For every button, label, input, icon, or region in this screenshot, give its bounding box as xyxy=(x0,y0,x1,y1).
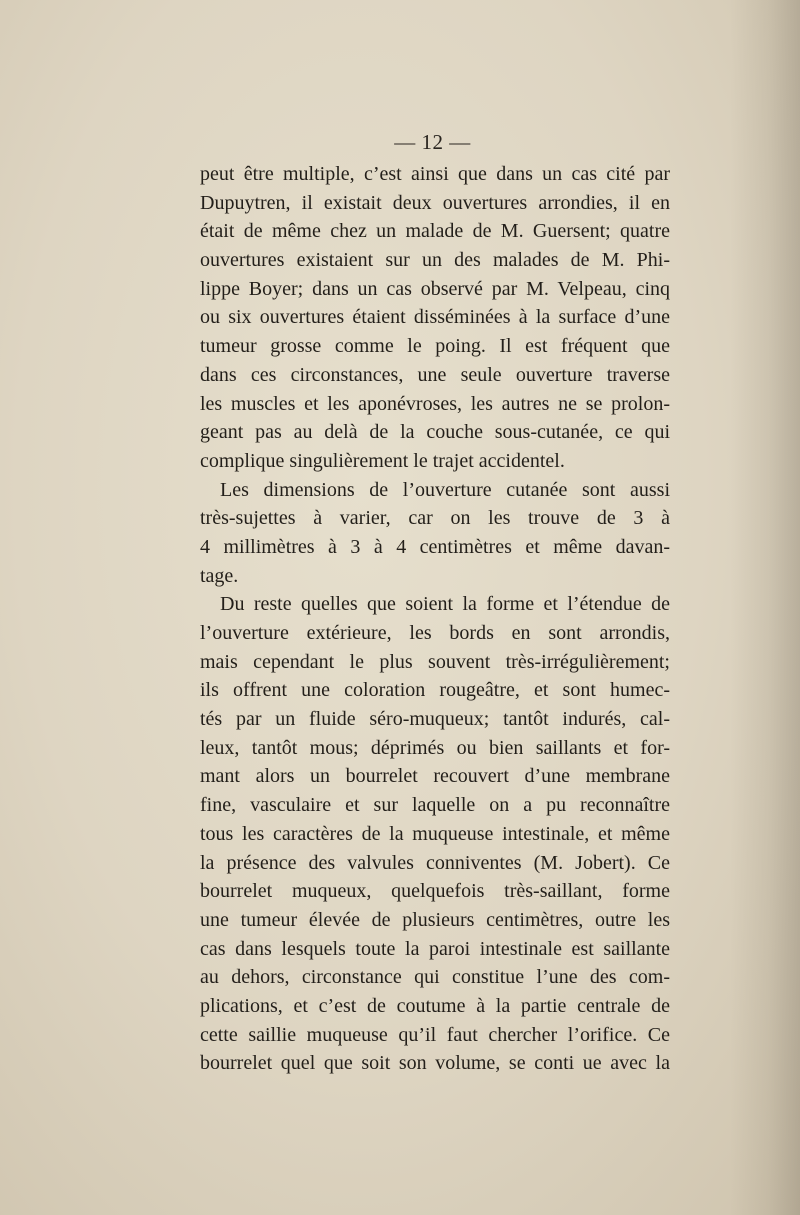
text-line: Dupuytren, il existait deux ouvertures arrondies, il en xyxy=(200,191,670,214)
text-line: tous les caractères de la muqueuse intestinale, et même xyxy=(200,822,670,845)
text-line: dans ces circonstances, une seule ouverture traverse xyxy=(200,363,670,386)
text-line: tage. xyxy=(200,564,239,587)
text-line: une tumeur élevée de plusieurs centimètres, outre les xyxy=(200,908,670,931)
text-line: tés par un fluide séro-muqueux; tantôt indurés, cal- xyxy=(200,708,670,731)
text-line: était de même chez un malade de M. Guersent; quatre xyxy=(200,220,670,243)
page-body-text xyxy=(200,160,670,1078)
text-line: 4 millimètres à 3 à 4 centimètres et même davan- xyxy=(200,535,670,558)
text-line: bourrelet quel que soit son volume, se conti ue avec la xyxy=(200,1052,670,1075)
text-line: l’ouverture extérieure, les bords en sont arrondis, xyxy=(200,622,670,644)
text-line: complique singulièrement le trajet accidentel. xyxy=(200,449,565,472)
text-line: très-sujettes à varier, car on les trouve de 3 à xyxy=(200,507,670,530)
text-line: ou six ouvertures étaient disséminées à la surface d’une xyxy=(200,306,670,329)
text-line: geant pas au delà de la couche sous-cutanée, ce qui xyxy=(200,421,670,444)
text-line: bourrelet muqueux, quelquefois très-saillant, forme xyxy=(200,880,670,903)
text-line: peut être multiple, c’est ainsi que dans un cas cité par xyxy=(200,163,670,185)
text-line: mais cependant le plus souvent très-irrégulièrement; xyxy=(200,650,670,673)
text-line: Du reste quelles que soient la forme et l’étendue de xyxy=(220,593,670,616)
text-line: ils offrent une coloration rougeâtre, et sont humec- xyxy=(200,679,670,702)
text-line: plications, et c’est de coutume à la partie centrale de xyxy=(200,994,670,1017)
text-line: fine, vasculaire et sur laquelle on a pu reconnaître xyxy=(200,794,670,817)
page-edge-shadow xyxy=(730,0,800,1215)
text-line: la présence des valvules conniventes (M. Jobert). Ce xyxy=(200,851,670,874)
text-line: au dehors, circonstance qui constitue l’une des com- xyxy=(200,966,670,989)
text-line: mant alors un bourrelet recouvert d’une membrane xyxy=(200,765,670,788)
text-line: lippe Boyer; dans un cas observé par M. Velpeau, cinq xyxy=(200,277,670,300)
text-line: cas dans lesquels toute la paroi intestinale est saillante xyxy=(200,937,670,960)
text-line: ouvertures existaient sur un des malades de M. Phi- xyxy=(200,249,670,272)
text-line: cette saillie muqueuse qu’il faut chercher l’orifice. Ce xyxy=(200,1023,670,1046)
text-line: les muscles et les aponévroses, les autres ne se prolon- xyxy=(200,392,670,415)
page-number: — 12 — xyxy=(394,130,471,154)
text-line: leux, tantôt mous; déprimés ou bien saillants et for- xyxy=(200,736,670,759)
text-line: tumeur grosse comme le poing. Il est fréquent que xyxy=(200,335,670,358)
text-line: Les dimensions de l’ouverture cutanée sont aussi xyxy=(220,478,670,501)
